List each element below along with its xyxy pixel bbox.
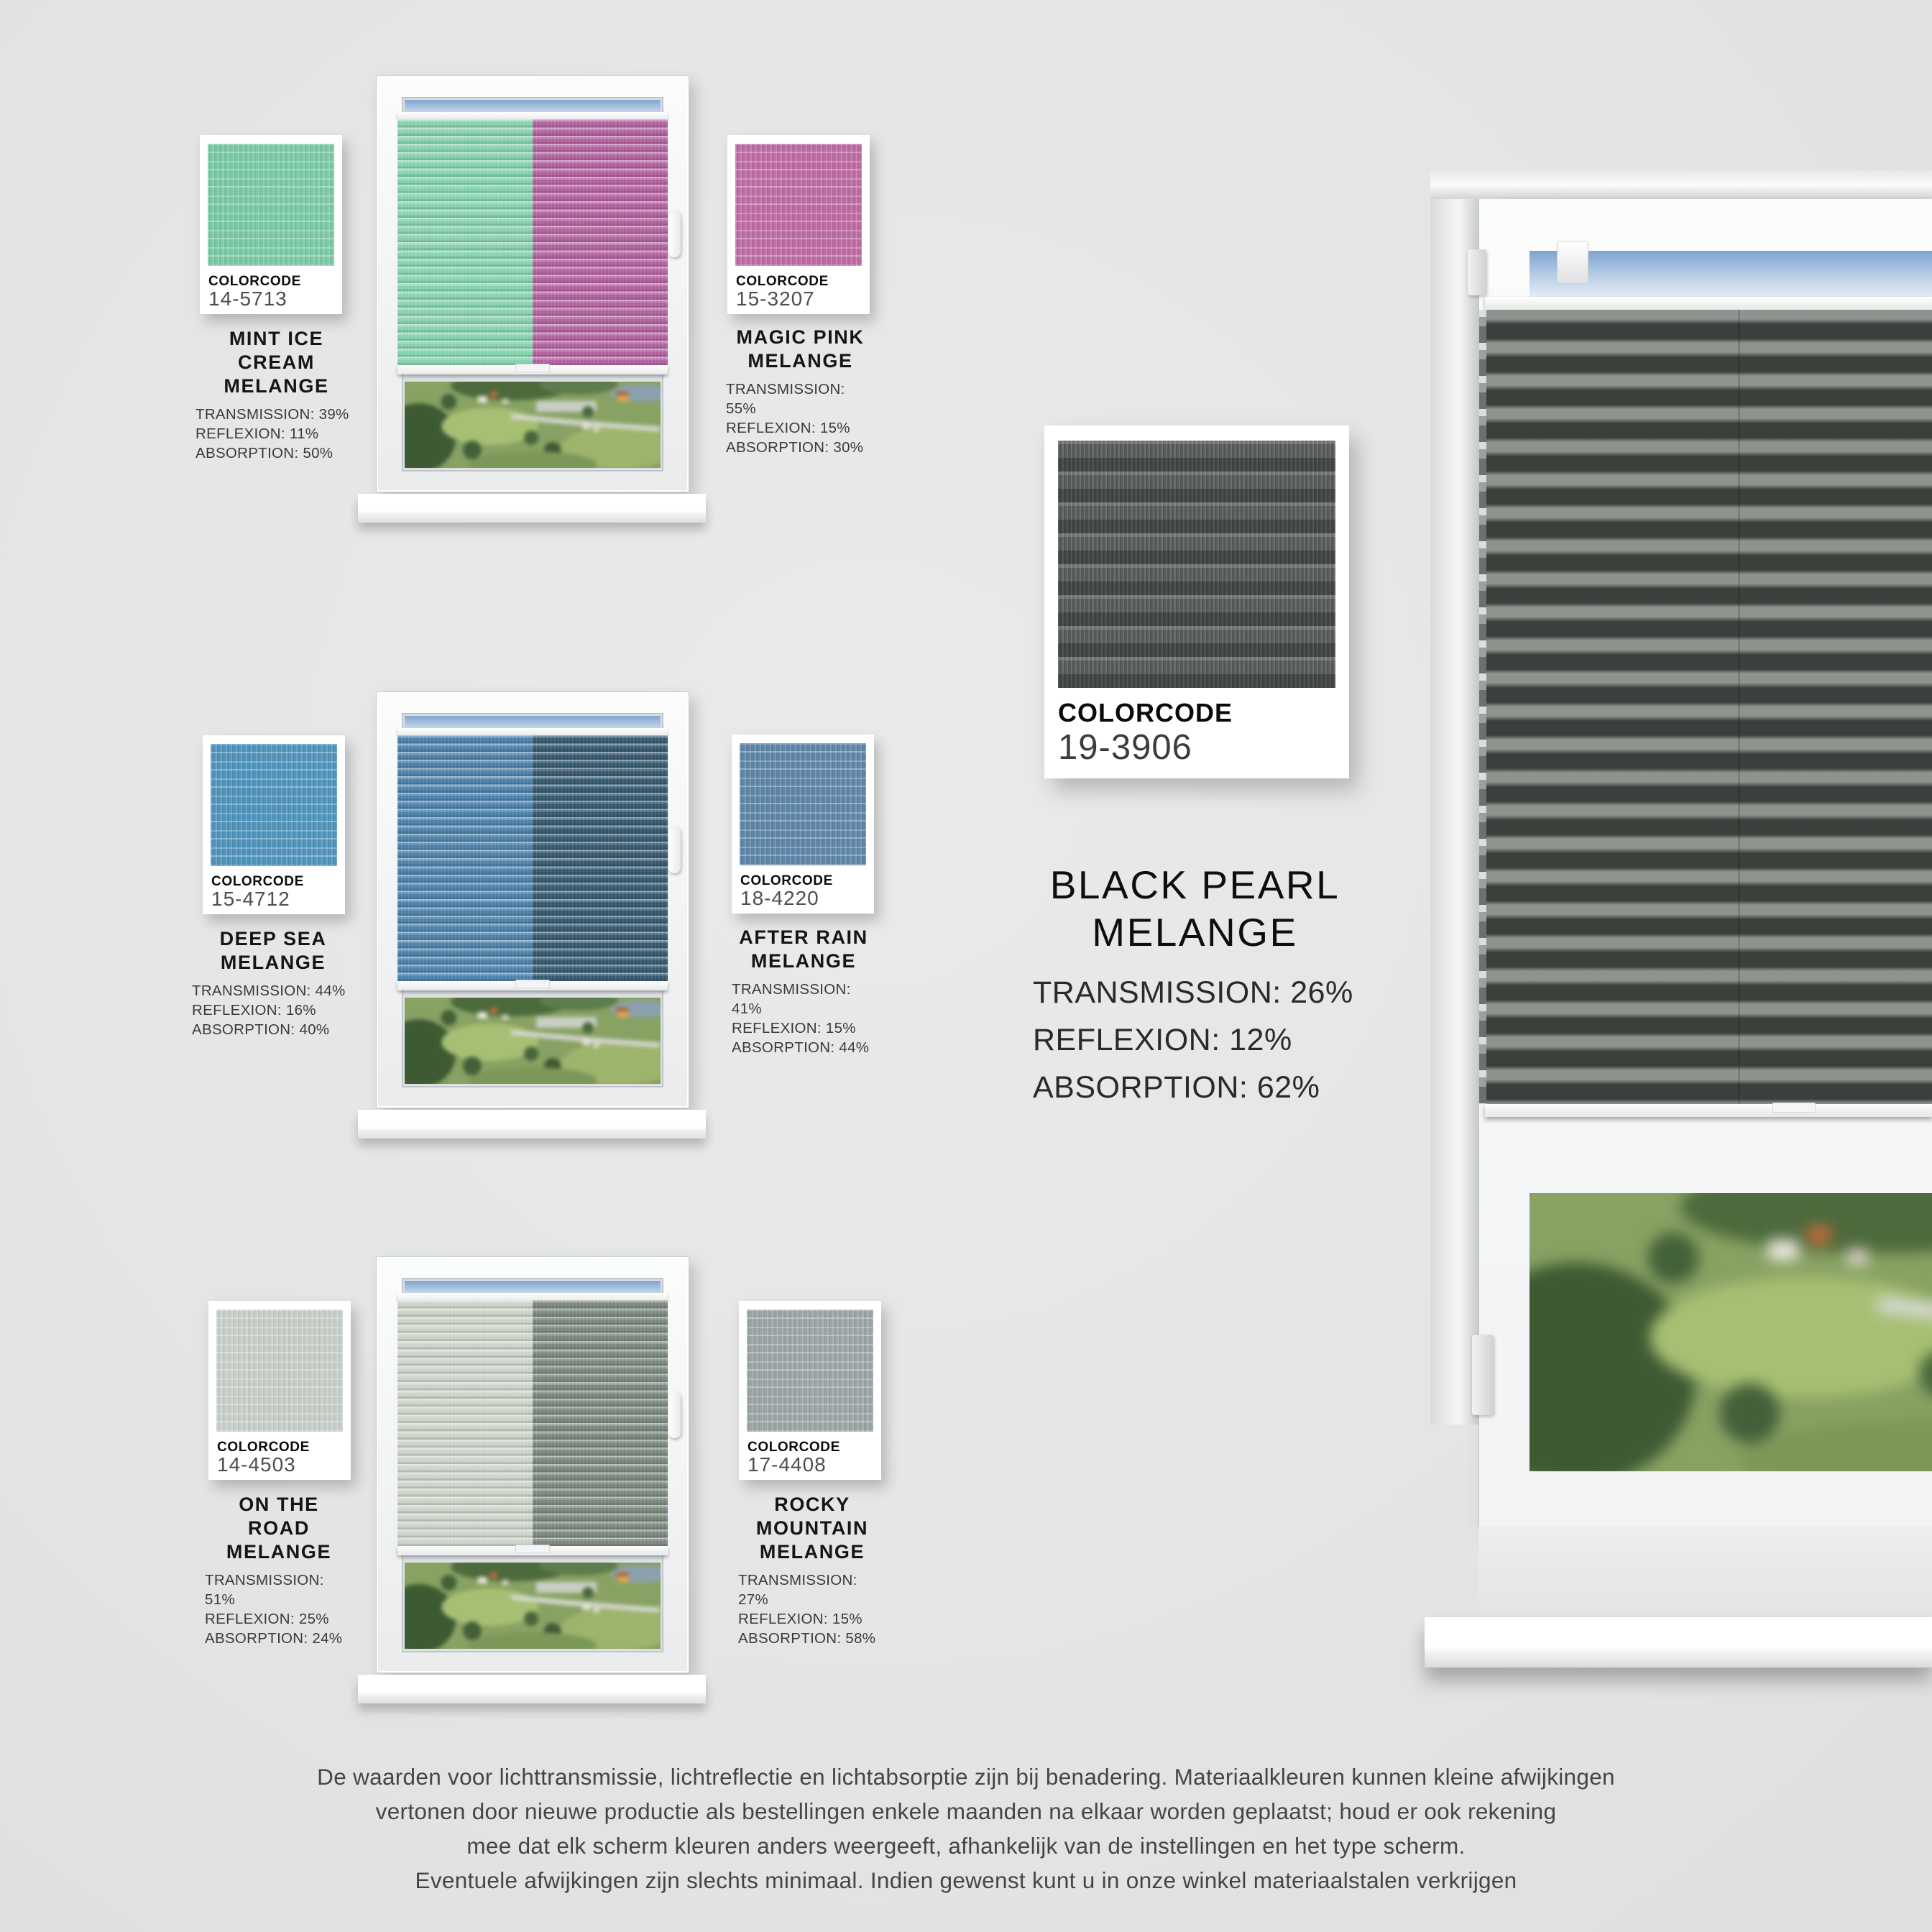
pleated-blind: [1485, 297, 1932, 1117]
reflexion-value: REFLEXION: 12%: [1033, 1023, 1292, 1057]
product-info-rocky-mountain: [738, 1493, 886, 1648]
fabric-swatch: [1058, 441, 1335, 688]
blind-top-rail: [397, 728, 668, 735]
colorcode-label: COLORCODE: [740, 873, 833, 888]
blind-top-rail: [397, 1293, 668, 1300]
sky-strip: [1530, 251, 1932, 297]
blind-top-rail: [1485, 297, 1932, 310]
window-view-landscape: [1530, 1193, 1932, 1471]
colorcode-label: COLORCODE: [748, 1440, 840, 1455]
blind-left-half: [397, 119, 533, 365]
product-info-magic-pink: [726, 326, 875, 457]
product-specs: [726, 380, 875, 457]
absorption-value: ABSORPTION: 50%: [196, 445, 334, 461]
pleated-blind: [397, 728, 668, 990]
blind-pull-tab: [1772, 1103, 1816, 1113]
blind-right-half: [533, 119, 668, 365]
window-hinge-bottom: [1472, 1335, 1494, 1415]
product-name: AFTER RAIN MELANGE: [739, 926, 868, 972]
colorcode-label: COLORCODE: [1058, 698, 1233, 727]
colorcode-value: 19-3906: [1058, 728, 1192, 767]
colorcode-value: 14-5713: [208, 288, 288, 310]
product-name: DEEP SEA MELANGE: [219, 928, 327, 973]
window-mockup-blue: [376, 691, 728, 1166]
colorcode-value: 15-4712: [211, 888, 290, 910]
absorption-value: ABSORPTION: 30%: [726, 439, 864, 456]
window-sill: [358, 1675, 706, 1703]
blind-pull-tab: [515, 980, 550, 988]
reflexion-value: REFLEXION: 15%: [732, 1020, 856, 1036]
colorcode-label: COLORCODE: [208, 274, 301, 289]
absorption-value: ABSORPTION: 44%: [732, 1039, 870, 1056]
reflexion-value: REFLEXION: 15%: [738, 1611, 862, 1627]
disclaimer-line: Eventuele afwijkingen zijn slechts minimaal. Indien gewenst kunt u in onze winkel materiaalstalen verkrijgen: [415, 1867, 1517, 1893]
transmission-value: TRANSMISSION: 55%: [726, 381, 845, 417]
blind-fabric: [397, 119, 668, 365]
wall-molding-top: [1430, 170, 1932, 199]
window-mockup-mint-pink: [376, 75, 728, 550]
blind-bottom-rail: [397, 1546, 668, 1555]
disclaimer-text: [0, 1760, 1932, 1898]
pleated-blind: [397, 1293, 668, 1555]
product-name: MAGIC PINK MELANGE: [736, 326, 865, 372]
fabric-swatch: [216, 1310, 343, 1432]
window-sill: [358, 494, 706, 523]
swatch-card-magic-pink: [727, 135, 870, 314]
wall-molding-left: [1430, 170, 1481, 1425]
blind-fabric: [397, 735, 668, 981]
swatch-card-on-the-road: [208, 1301, 351, 1480]
window-sill: [358, 1110, 706, 1138]
window-view-landscape: [405, 1563, 661, 1649]
colorcode-value: 15-3207: [736, 288, 815, 310]
window-frame: [376, 691, 689, 1108]
window-mockup-grey: [376, 1256, 728, 1731]
colorcode-value: 17-4408: [748, 1453, 827, 1476]
fabric-swatch: [747, 1310, 873, 1432]
colorcode-value: 18-4220: [740, 887, 819, 909]
window-sill: [1425, 1617, 1932, 1668]
fabric-swatch: [740, 743, 866, 865]
fabric-swatch: [735, 144, 862, 266]
transmission-value: TRANSMISSION: 51%: [205, 1572, 324, 1608]
window-handle: [668, 827, 681, 873]
product-specs: [732, 980, 875, 1057]
transmission-value: TRANSMISSION: 41%: [732, 981, 851, 1017]
colorcode-value: 14-4503: [217, 1453, 296, 1476]
fabric-swatch: [208, 144, 334, 266]
window-frame: [376, 75, 689, 492]
transmission-value: TRANSMISSION: 26%: [1033, 975, 1353, 1010]
blind-pull-tab: [515, 364, 550, 372]
product-specs: [738, 1570, 886, 1648]
product-info-mint-ice-cream: [196, 327, 357, 463]
product-specs: [205, 1570, 353, 1648]
product-info-on-the-road: [205, 1493, 353, 1648]
reflexion-value: REFLEXION: 11%: [196, 426, 319, 442]
blind-bottom-rail: [397, 981, 668, 990]
product-specs: [196, 405, 357, 463]
blind-bottom-rail: [397, 365, 668, 374]
window-hinge-top: [1468, 249, 1486, 295]
swatch-card-rocky-mountain: [739, 1301, 881, 1480]
product-info-deep-sea: [192, 927, 354, 1039]
product-info-after-rain: [732, 926, 875, 1057]
colorcode-label: COLORCODE: [217, 1440, 310, 1455]
blind-mount-bracket: [1557, 241, 1588, 284]
blind-right-half: [533, 1300, 668, 1546]
reflexion-value: REFLEXION: 15%: [726, 420, 850, 436]
product-name: MINT ICE CREAM MELANGE: [224, 328, 329, 397]
blind-bottom-rail: [1485, 1104, 1932, 1117]
disclaimer-line: De waarden voor lichttransmissie, lichtreflectie en lichtabsorptie zijn bij benadering. Materiaalkleuren kunnen kleine afwijkingen: [317, 1764, 1615, 1790]
colorcode-label: COLORCODE: [211, 874, 304, 889]
pleated-blind: [397, 112, 668, 374]
featured-product-name: BLACK PEARL MELANGE: [1049, 862, 1340, 954]
product-specs: [192, 981, 354, 1039]
window-view-landscape: [405, 382, 661, 468]
wall-under-window: [1478, 1527, 1932, 1617]
blind-left-half: [397, 735, 533, 981]
swatch-card-mint-ice-cream: [200, 135, 342, 314]
featured-window-black-pearl: [1430, 170, 1932, 1730]
reflexion-value: REFLEXION: 25%: [205, 1611, 329, 1627]
product-name: ON THE ROAD MELANGE: [226, 1494, 332, 1563]
transmission-value: TRANSMISSION: 44%: [192, 983, 346, 999]
transmission-value: TRANSMISSION: 39%: [196, 406, 349, 423]
swatch-card-black-pearl: [1044, 426, 1349, 778]
reflexion-value: REFLEXION: 16%: [192, 1002, 316, 1018]
blind-right-half: [533, 735, 668, 981]
blind-left-half: [397, 1300, 533, 1546]
disclaimer-line: vertonen door nieuwe productie als bestellingen enkele maanden na elkaar worden geplaatst; houd er ook rekening: [375, 1798, 1557, 1824]
window-handle: [668, 211, 681, 257]
blind-pull-tab: [515, 1545, 550, 1553]
fabric-swatch: [211, 744, 337, 866]
disclaimer-line: mee dat elk scherm kleuren anders weergeeft, afhankelijk van de instellingen en het type scherm.: [466, 1833, 1466, 1859]
absorption-value: ABSORPTION: 24%: [205, 1630, 343, 1647]
window-frame: [376, 1256, 689, 1673]
swatch-card-deep-sea: [203, 735, 345, 914]
window-handle: [668, 1392, 681, 1438]
colorcode-label: COLORCODE: [736, 274, 829, 289]
fabric-seam: [1738, 310, 1740, 1104]
blind-top-rail: [397, 112, 668, 119]
absorption-value: ABSORPTION: 62%: [1033, 1070, 1320, 1105]
window-frame: [1478, 199, 1932, 1527]
product-name: ROCKY MOUNTAIN MELANGE: [755, 1494, 869, 1563]
featured-product-specs: [1033, 969, 1353, 1111]
transmission-value: TRANSMISSION: 27%: [738, 1572, 857, 1608]
window-view-landscape: [405, 998, 661, 1084]
swatch-card-after-rain: [732, 735, 874, 914]
absorption-value: ABSORPTION: 58%: [738, 1630, 876, 1647]
blind-fabric: [1485, 310, 1932, 1104]
blind-fabric: [397, 1300, 668, 1546]
absorption-value: ABSORPTION: 40%: [192, 1021, 330, 1038]
